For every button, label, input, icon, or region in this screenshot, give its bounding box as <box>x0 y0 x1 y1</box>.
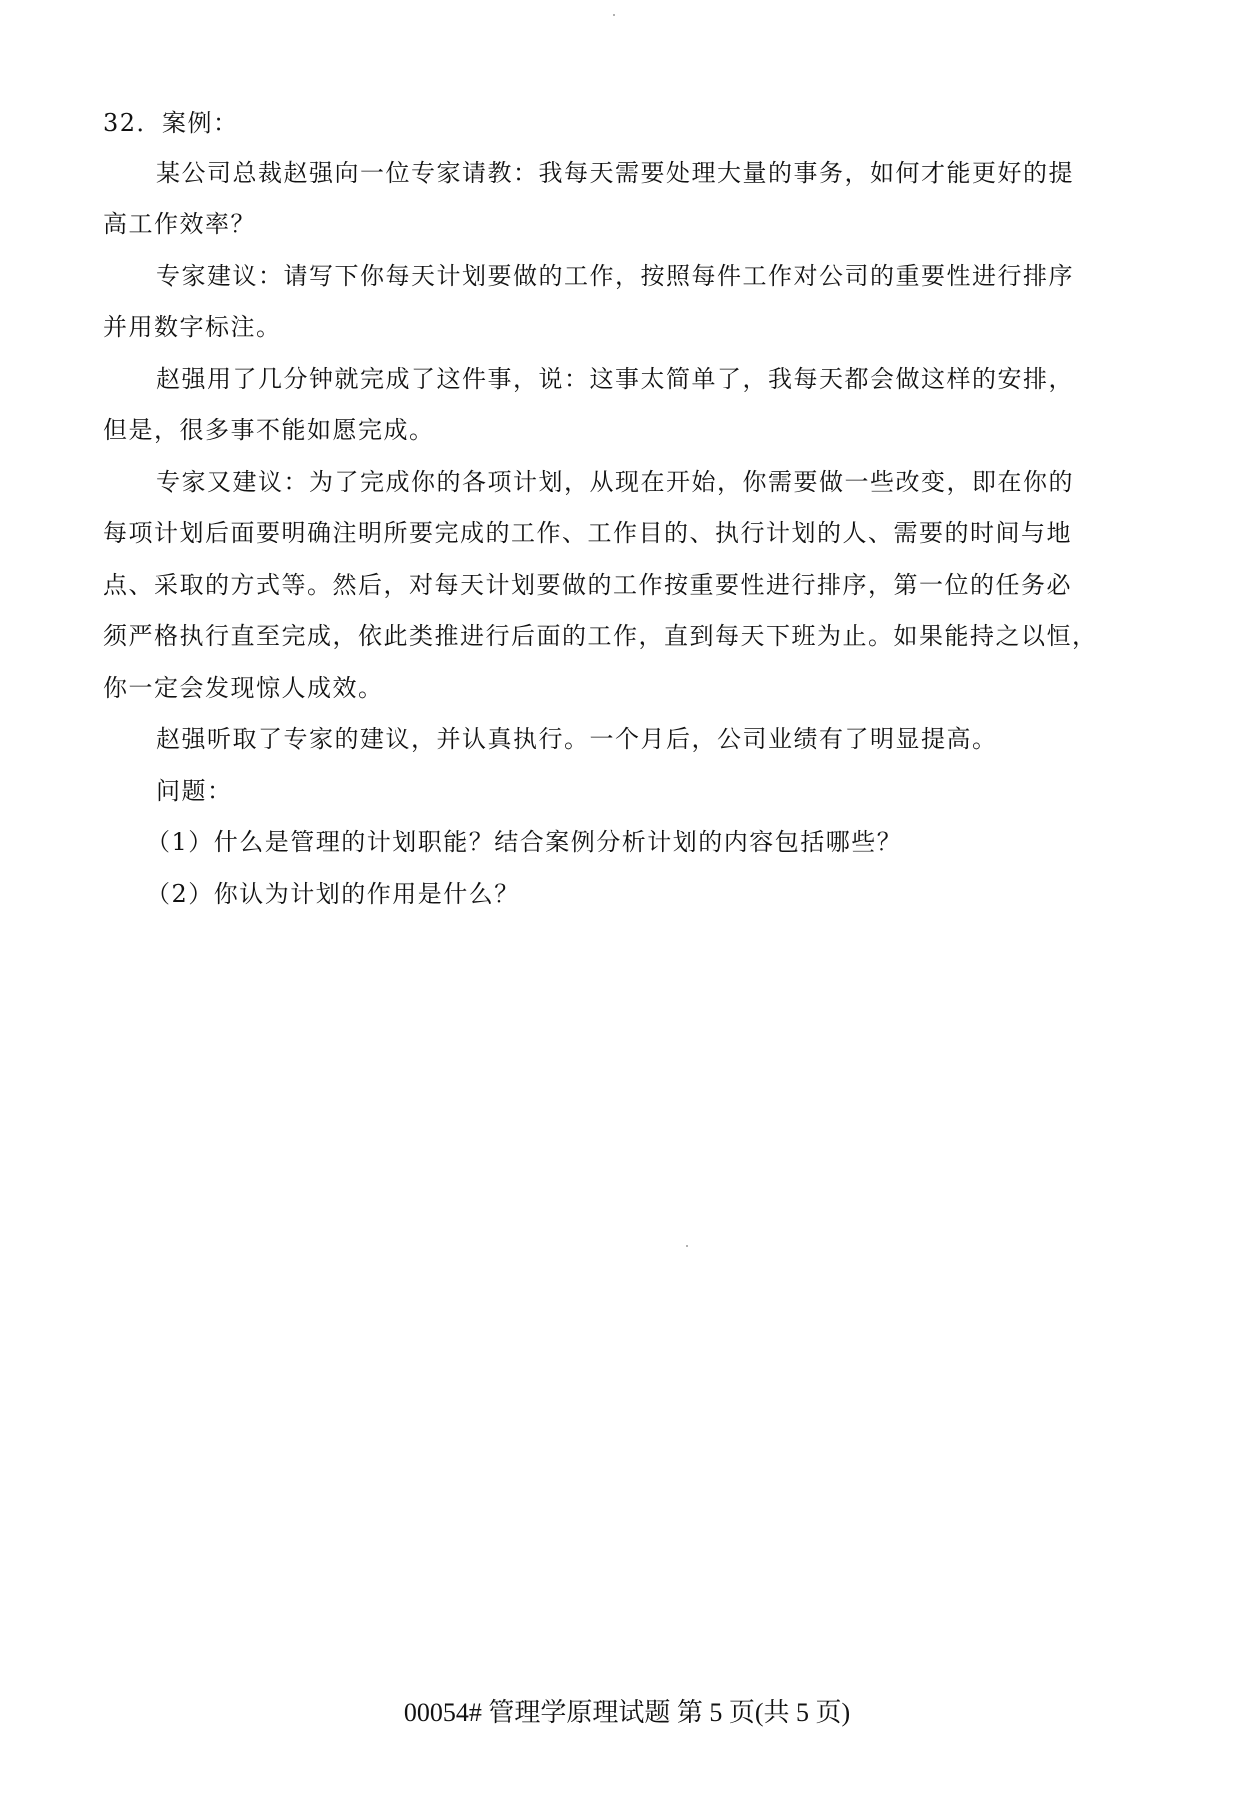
paragraph-4-line-3: 点、采取的方式等。然后，对每天计划要做的工作按重要性进行排序，第一位的任务必 <box>103 571 1072 599</box>
paragraph-5-line-1: 赵强听取了专家的建议，并认真执行。一个月后，公司业绩有了明显提高。 <box>156 725 998 753</box>
paragraph-4-line-2: 每项计划后面要明确注明所要完成的工作、工作目的、执行计划的人、需要的时间与地 <box>103 519 1072 547</box>
scan-speck <box>613 14 615 16</box>
paragraph-4-line-5: 你一定会发现惊人成效。 <box>103 674 384 702</box>
paragraph-2-line-1: 专家建议：请写下你每天计划要做的工作，按照每件工作对公司的重要性进行排序 <box>156 262 1074 290</box>
paragraph-2-line-2: 并用数字标注。 <box>103 313 282 341</box>
sub-question-1: （1）什么是管理的计划职能？结合案例分析计划的内容包括哪些？ <box>146 828 903 856</box>
paragraph-1-line-2: 高工作效率？ <box>103 210 256 238</box>
paragraph-4-line-1: 专家又建议：为了完成你的各项计划，从现在开始，你需要做一些改变，即在你的 <box>156 468 1074 496</box>
question-number: 32．案例： <box>103 109 239 137</box>
paragraph-1-line-1: 某公司总裁赵强向一位专家请教：我每天需要处理大量的事务，如何才能更好的提 <box>156 159 1074 187</box>
scan-speck <box>686 1245 688 1247</box>
paragraph-3-line-2: 但是，很多事不能如愿完成。 <box>103 416 435 444</box>
page-footer: 00054# 管理学原理试题 第 5 页(共 5 页) <box>403 1698 851 1727</box>
questions-label: 问题： <box>156 777 233 805</box>
paragraph-3-line-1: 赵强用了几分钟就完成了这件事，说：这事太简单了，我每天都会做这样的安排， <box>156 365 1074 393</box>
sub-question-2: （2）你认为计划的作用是什么？ <box>146 880 520 908</box>
paragraph-4-line-4: 须严格执行直至完成，依此类推进行后面的工作，直到每天下班为止。如果能持之以恒， <box>103 622 1098 650</box>
